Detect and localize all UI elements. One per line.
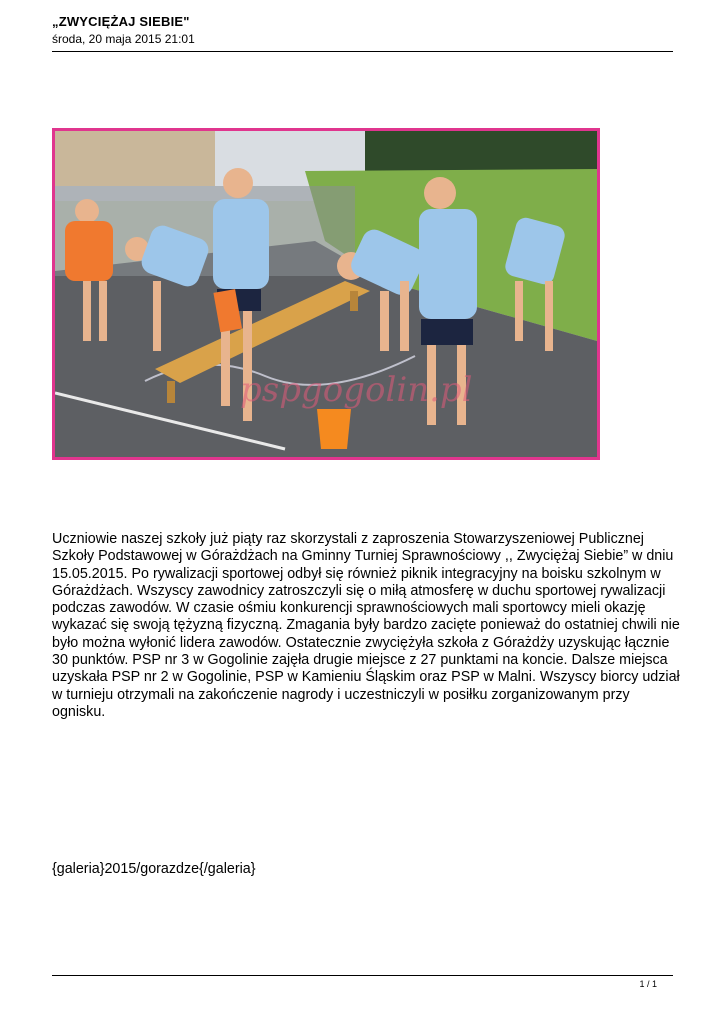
photo-illustration: [55, 131, 597, 457]
article-body: [52, 531, 682, 721]
photo-bucket: [317, 409, 351, 449]
photo-building: [55, 131, 215, 186]
article-title: „ZWYCIĘŻAJ SIEBIE": [52, 14, 190, 29]
header-divider: [52, 51, 673, 52]
page-number: 1 / 1: [639, 979, 657, 989]
footer-divider: [52, 975, 673, 976]
article-paragraph: Uczniowie naszej szkoły już piąty raz skorzystali z zaproszenia Stowarzyszeniowej Publicznej Szkoły Podstawowej w Górażdżach na Gminny Turniej Sprawnościowy ,, Zwyciężaj Siebie” w dniu 15.05.2015. Po rywalizacji sportowej odbył się również piknik integracyjny na boisku szkolnym w Górażdżach. Wszyscy zawodnicy zatroszczyli się o miłą atmosferę w duchu sportowej rywalizacji podczas zawodów. W czasie ośmiu konkurencji sprawnościowych mali sportowcy mieli okazję wykazać się swoją tężyzną fizyczną. Zmagania były bardzo zacięte ponieważ do ostatniej chwili nie było można wyłonić lidera zawodów. Ostatecznie zwyciężyła szkoła z Górażdży uzyskując łącznie 30 punktów. PSP nr 3 w Gogolinie zajęła drugie miejsce z 27 punktami na koncie. Dalsze miejsca uzyskała PSP nr 2 w Gogolinie, PSP w Kamieniu Śląskim oraz PSP w Malni. Wszyscy biorcy udział w turnieju otrzymali na zakończenie nagrody i uczestniczyli w posiłku zorganizowanym przy ognisku.: [52, 531, 680, 720]
photo-watermark: pspgogolin.pl: [240, 370, 473, 410]
article-date: środa, 20 maja 2015 21:01: [52, 32, 195, 46]
gallery-shortcode: {galeria}2015/gorazdze{/galeria}: [52, 861, 256, 877]
article-photo: [52, 128, 600, 460]
photo-bench-leg: [167, 381, 175, 403]
photo-bench-leg: [350, 291, 358, 311]
